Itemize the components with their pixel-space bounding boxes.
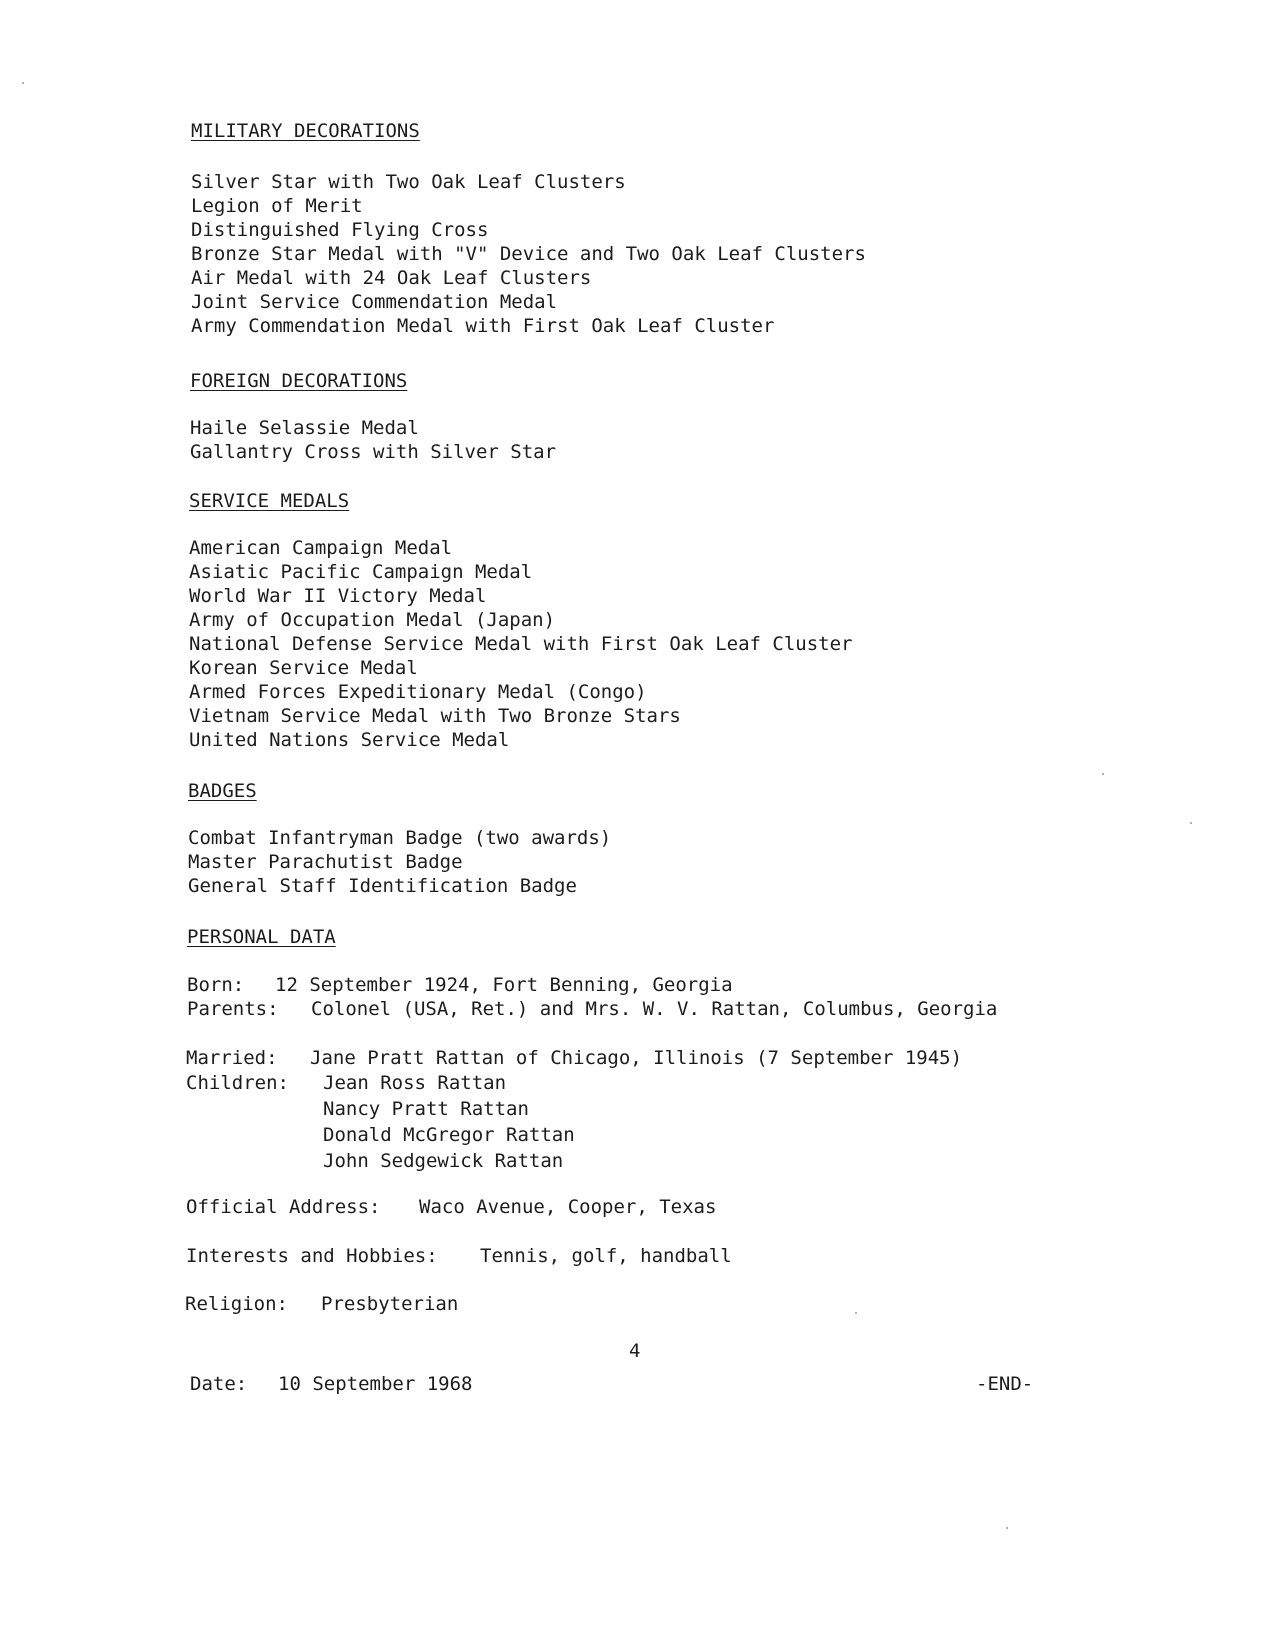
list-item: Vietnam Service Medal with Two Bronze Stars xyxy=(189,705,681,727)
religion-label: Religion: xyxy=(185,1293,288,1315)
list-item: Army of Occupation Medal (Japan) xyxy=(189,609,556,631)
list-item: Silver Star with Two Oak Leaf Clusters xyxy=(191,171,626,193)
religion-line xyxy=(185,1292,458,1316)
list-item: American Campaign Medal xyxy=(189,537,453,559)
married-value: Jane Pratt Rattan of Chicago, Illinois (7 September 1945) xyxy=(310,1047,963,1069)
foreign-decorations-list xyxy=(190,416,556,464)
date-line xyxy=(190,1372,472,1396)
list-item: Asiatic Pacific Campaign Medal xyxy=(189,561,533,583)
list-item: United Nations Service Medal xyxy=(189,729,510,751)
list-item: Jean Ross Rattan xyxy=(323,1072,507,1094)
list-item: Armed Forces Expeditionary Medal (Congo) xyxy=(189,681,647,703)
parents-value: Colonel (USA, Ret.) and Mrs. W. V. Rattan, Columbus, Georgia xyxy=(311,998,998,1020)
religion-value: Presbyterian xyxy=(321,1293,459,1315)
military-decorations-heading: MILITARY DECORATIONS xyxy=(191,120,420,142)
page-number: 4 xyxy=(629,1340,641,1362)
married-label: Married: xyxy=(186,1047,278,1069)
list-item: Air Medal with 24 Oak Leaf Clusters xyxy=(191,267,592,289)
address-line xyxy=(186,1195,716,1219)
scan-speck xyxy=(22,82,24,84)
married-line xyxy=(186,1046,962,1070)
date-value: 10 September 1968 xyxy=(278,1373,473,1395)
born-value: 12 September 1924, Fort Benning, Georgia xyxy=(275,974,733,996)
interests-line xyxy=(186,1244,732,1268)
list-item: Nancy Pratt Rattan xyxy=(323,1098,529,1120)
scan-speck xyxy=(1190,822,1192,824)
badges-list xyxy=(188,826,611,898)
service-medals-list xyxy=(189,536,852,752)
scan-speck xyxy=(855,1312,857,1314)
interests-value: Tennis, golf, handball xyxy=(480,1245,732,1267)
list-item: General Staff Identification Badge xyxy=(188,875,577,897)
list-item: National Defense Service Medal with First Oak Leaf Cluster xyxy=(189,633,853,655)
list-item: Army Commendation Medal with First Oak Leaf Cluster xyxy=(191,315,775,337)
foreign-decorations-heading: FOREIGN DECORATIONS xyxy=(190,370,408,392)
service-medals-heading: SERVICE MEDALS xyxy=(189,490,350,512)
list-item: Distinguished Flying Cross xyxy=(191,219,489,241)
end-mark: -END- xyxy=(976,1373,1034,1395)
list-item: Gallantry Cross with Silver Star xyxy=(190,441,557,463)
born-label: Born: xyxy=(187,974,245,996)
children-label-line xyxy=(186,1071,289,1095)
list-item: Donald McGregor Rattan xyxy=(323,1124,575,1146)
badges-heading: BADGES xyxy=(188,780,257,802)
list-item: Joint Service Commendation Medal xyxy=(191,291,558,313)
list-item: World War II Victory Medal xyxy=(189,585,487,607)
scan-speck xyxy=(1006,1527,1008,1529)
parents-line xyxy=(187,997,997,1021)
children-label: Children: xyxy=(186,1072,289,1094)
military-decorations-list xyxy=(191,170,866,338)
list-item: Master Parachutist Badge xyxy=(188,851,463,873)
list-item: Combat Infantryman Badge (two awards) xyxy=(188,827,612,849)
born-line xyxy=(187,973,733,997)
address-label: Official Address: xyxy=(186,1196,381,1218)
scan-speck xyxy=(1102,773,1104,775)
list-item: Legion of Merit xyxy=(191,195,363,217)
parents-label: Parents: xyxy=(187,998,279,1020)
address-value: Waco Avenue, Cooper, Texas xyxy=(419,1196,717,1218)
personal-data-heading: PERSONAL DATA xyxy=(187,926,336,948)
children-list xyxy=(323,1070,575,1174)
list-item: Korean Service Medal xyxy=(189,657,418,679)
list-item: Bronze Star Medal with "V" Device and Two Oak Leaf Clusters xyxy=(191,243,866,265)
interests-label: Interests and Hobbies: xyxy=(186,1245,438,1267)
date-label: Date: xyxy=(190,1373,248,1395)
list-item: Haile Selassie Medal xyxy=(190,417,419,439)
list-item: John Sedgewick Rattan xyxy=(323,1150,564,1172)
